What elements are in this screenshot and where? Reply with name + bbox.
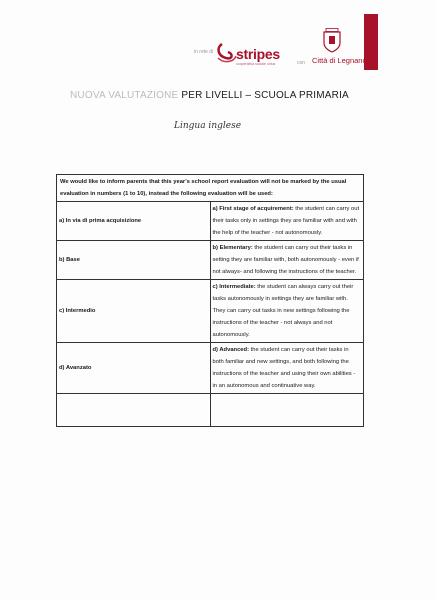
level-label: b) Base	[57, 241, 211, 280]
empty-cell	[210, 394, 364, 427]
header-small-text-right: con	[297, 60, 306, 66]
table-intro-text: We would like to inform parents that this year's school report evaluation will not be marked by the usual evaluation in numbers (1 to 10), instead the following evaluation will be used:	[57, 175, 364, 202]
city-crest-icon	[322, 28, 342, 54]
city-name: Città di Legnano	[312, 56, 367, 65]
header-small-text-left: in rete di	[194, 49, 214, 55]
document-subtitle: Lingua inglese	[174, 121, 242, 131]
title-faded-part: NUOVA VALUTAZIONE	[70, 90, 179, 101]
table-row	[57, 343, 364, 394]
level-description	[210, 280, 364, 343]
level-label: a) In via di prima acquisizione	[57, 202, 211, 241]
level-term: a) First stage of acquirement:	[212, 206, 294, 212]
level-term: b) Elementary:	[212, 245, 253, 251]
level-text: the student can always carry out their tasks autonomously in settings they are familiar with. They can carry out tasks in new settings following the instructions of the teacher - not always and not autonomously.	[212, 284, 354, 338]
table-row-empty	[57, 394, 364, 427]
level-text: the student can carry out their tasks in both familiar and new settings, and both following the instructions of the teacher and using their own abilities - in an autonomous and continuative way.	[212, 347, 356, 389]
level-label: d) Avanzato	[57, 343, 211, 394]
empty-cell	[57, 394, 211, 427]
stripes-logo-subtext: cooperativa sociale onlus	[236, 62, 276, 66]
document-title	[70, 90, 370, 101]
level-description	[210, 241, 364, 280]
level-text: the student can carry out their tasks only in settings they are familiar with and with the help of the teacher - not autonomously.	[212, 206, 360, 236]
level-term: d) Advanced:	[212, 347, 250, 353]
table-intro-row	[57, 175, 364, 202]
stripes-logo-word: stripes	[236, 46, 280, 62]
table-row	[57, 202, 364, 241]
level-label: c) Intermedio	[57, 280, 211, 343]
level-text: the student can carry out their tasks in setting they are familiar with, both autonomously - even if not always- and following the instructions of the teacher.	[212, 245, 359, 275]
level-description	[210, 202, 364, 241]
evaluation-table	[56, 174, 364, 427]
table-row	[57, 280, 364, 343]
level-term: c) Intermediate:	[212, 284, 256, 290]
table-row	[57, 241, 364, 280]
level-description	[210, 343, 364, 394]
title-main-part: PER LIVELLI – SCUOLA PRIMARIA	[178, 90, 349, 101]
